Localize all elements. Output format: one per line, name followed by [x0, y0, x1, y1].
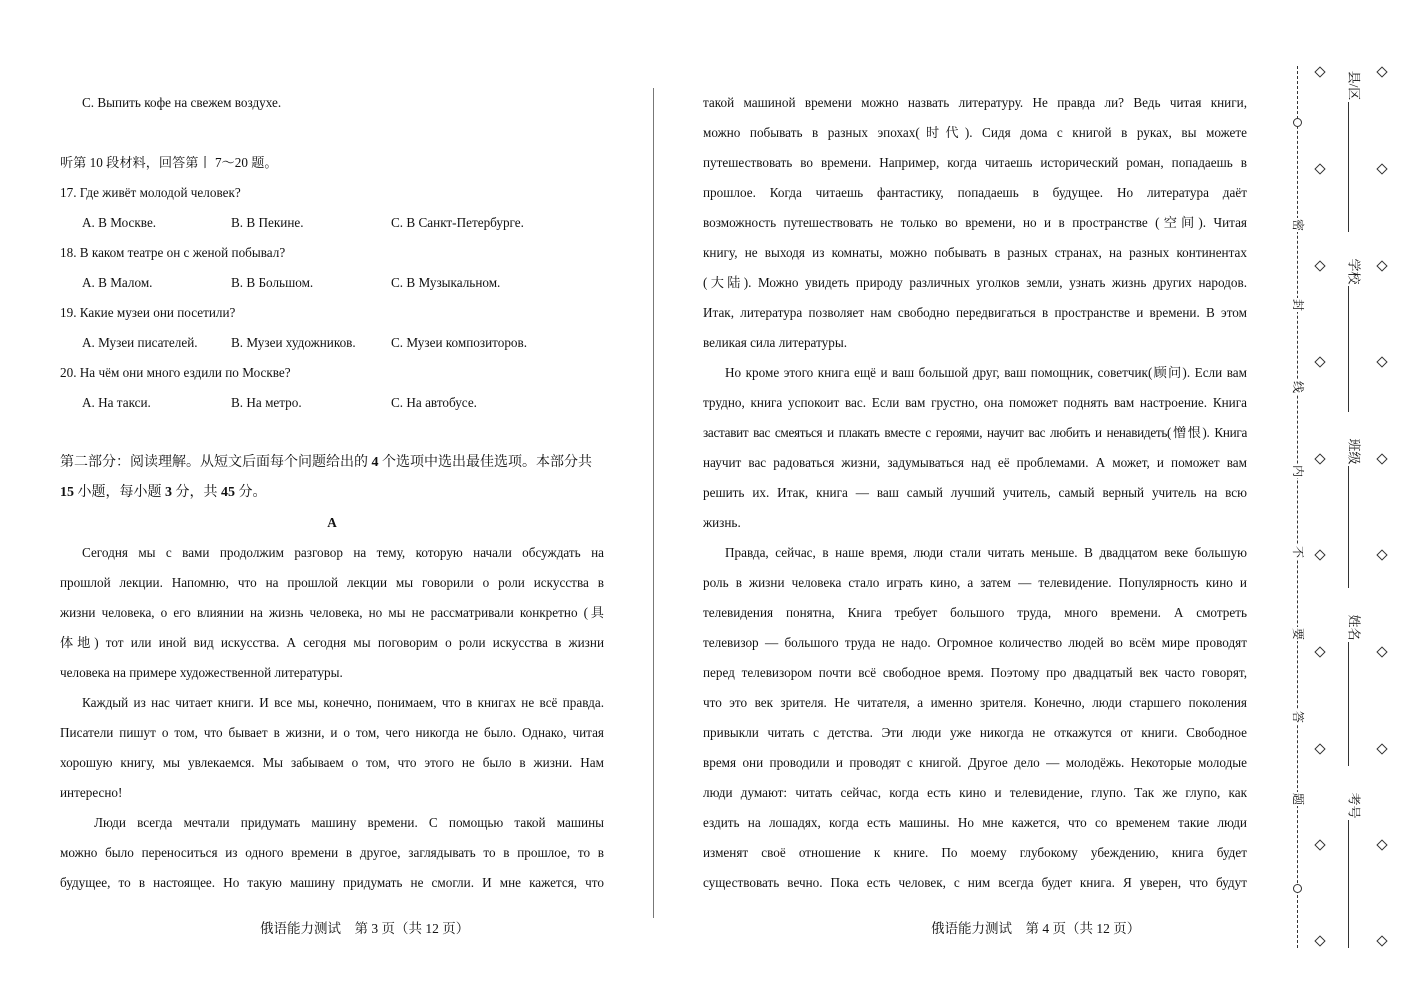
diamond-marker — [1314, 935, 1325, 946]
seal-char: 题 — [1291, 792, 1305, 805]
passage-line: телевидения понятна, Книга требует большого труда, много времени. А смотреть — [703, 605, 1247, 620]
passage-line: научит вас радоваться жизни, задумываться над её проблемами. А может, и поможет вам — [703, 455, 1247, 470]
seal-char: 答 — [1291, 710, 1305, 723]
seal-dashed-line — [1297, 66, 1298, 948]
diamond-marker — [1376, 935, 1387, 946]
passage-line: изменят своё отношение к книге. По моему глубокому убеждению, книга будет — [703, 845, 1247, 860]
seal-char: 不 — [1291, 545, 1305, 558]
passage-line: Но кроме этого книга ещё и ваш большой друг, ваш помощник, советчик(顾问). Если вам — [725, 365, 1247, 380]
question-20: 20. На чём они много ездили по Москве? — [60, 365, 291, 380]
option-c: C. На автобусе. — [391, 395, 477, 410]
passage-line: что это век зрителя. Не читателя, а именно зрителя. Конечно, люди старшего поколения — [703, 695, 1247, 710]
listening-instruction: 听第 10 段材料，回答第丨 7～20 题。 — [60, 155, 278, 170]
diamond-marker — [1376, 163, 1387, 174]
question-18: 18. В каком театре он с женой побывал? — [60, 245, 286, 260]
passage-line: жизни человека, о его влиянии на жизнь человека, но мы не рассматривали конкретно (具 — [60, 605, 604, 620]
question-17: 17. Где живёт молодой человек? — [60, 185, 241, 200]
passage-title: A — [327, 515, 337, 530]
field-line-name — [1348, 642, 1349, 766]
passage-line: интересно! — [60, 785, 123, 800]
diamond-marker — [1314, 163, 1325, 174]
field-line-exam-number — [1348, 820, 1349, 948]
option-b: B. Музеи художников. — [231, 335, 356, 350]
page-footer-left: 俄语能力测试 第 3 页（共 12 页） — [260, 921, 470, 936]
diamond-marker — [1314, 66, 1325, 77]
passage-line: книгу, не выходя из комнаты, можно побывать в разных странах, на разных континентах — [703, 245, 1247, 260]
passage-line: привыкли читать с детства. Эти люди уже никогда не откажутся от книги. Свободное — [703, 725, 1247, 740]
field-label-school: 学校 — [1346, 258, 1362, 285]
right-page — [703, 88, 1247, 898]
option-c: C. В Музыкальном. — [391, 275, 501, 290]
passage-line: перед телевизором почти всё свободное время. Поэтому про двадцатый век часто говорят, — [703, 665, 1247, 680]
passage-line: трудно, книга успокоит вас. Если вам грустно, она поможет поднять вам настроение. Книга — [703, 395, 1247, 410]
seal-char: 封 — [1291, 298, 1305, 311]
passage-line: время они проводили и проводят с книгой. Другое дело — молодёжь. Некоторые молодые — [703, 755, 1247, 770]
diamond-marker — [1376, 743, 1387, 754]
passage-line: 体地) тот или иной вид искусства. А сегодня мы поговорим о роли искусства в жизни — [60, 635, 604, 650]
passage-line: такой машиной времени можно назвать литературу. Не правда ли? Ведь читая книги, — [703, 95, 1247, 110]
passage-line: будущее, то в настоящее. Но такую машину придумать не смогли. И мне кажется, что — [60, 875, 604, 890]
diamond-marker — [1314, 549, 1325, 560]
passage-line: люди думают: читать сейчас, когда есть кино и телевидение, глупо. Так же глупо, как — [703, 785, 1247, 800]
passage-line: прошлой лекции. Напомню, что на прошлой лекции мы говорили о роли искусства в — [60, 575, 604, 590]
field-line-school — [1348, 286, 1349, 412]
diamond-marker — [1314, 646, 1325, 657]
passage-line: существовать вечно. Пока есть человек, с ним всегда будет книга. Я уверен, что будут — [703, 875, 1247, 890]
option-a: A. В Москве. — [82, 215, 157, 230]
diamond-marker — [1376, 356, 1387, 367]
field-line-class — [1348, 466, 1349, 588]
option-b: B. В Большом. — [231, 275, 314, 290]
option-a: A. На такси. — [82, 395, 151, 410]
seal-char: 密 — [1291, 218, 1305, 231]
passage-line: человека на примере художественной литературы. — [60, 665, 343, 680]
passage-line: великая сила литературы. — [703, 335, 847, 350]
option-a: A. В Малом. — [82, 275, 153, 290]
diamond-marker — [1376, 260, 1387, 271]
seal-circle-marker — [1293, 118, 1302, 127]
option-a: A. Музеи писателей. — [82, 335, 198, 350]
diamond-marker — [1376, 453, 1387, 464]
seal-circle-marker — [1293, 884, 1302, 893]
field-label-class: 班级 — [1346, 438, 1362, 465]
diamond-marker — [1314, 743, 1325, 754]
option-line-c: C. Выпить кофе на свежем воздухе. — [82, 95, 282, 110]
field-label-name: 姓名 — [1346, 614, 1362, 641]
question-19: 19. Какие музеи они посетили? — [60, 305, 236, 320]
passage-line: путешествовать во времени. Например, когда читаешь исторический роман, попадаешь в — [703, 155, 1247, 170]
diamond-marker — [1376, 549, 1387, 560]
diamond-marker — [1314, 356, 1325, 367]
field-line-district — [1348, 102, 1349, 232]
diamond-marker — [1314, 260, 1325, 271]
passage-line: телевизор — большого труда не надо. Огромное количество людей во всём мире проводят — [703, 635, 1247, 650]
option-c: C. В Санкт-Петербурге. — [391, 215, 524, 230]
passage-line: хорошую книгу, мы увлекаемся. Мы забываем о том, что этого не было в жизни. Нам — [60, 755, 604, 770]
option-c: C. Музеи композиторов. — [391, 335, 528, 350]
passage-line: (大陆). Можно увидеть природу различных уголков земли, узнать жизнь других народов. — [703, 275, 1247, 290]
diamond-marker — [1314, 839, 1325, 850]
passage-line: заставит вас смеяться и плакать вместе с героями, научит вас любить и ненавидеть(憎恨). Книга — [703, 425, 1247, 440]
question-20-options — [60, 388, 604, 418]
passage-line: решить их. Итак, книга — ваш самый лучший учитель, самый верный учитель на всю — [703, 485, 1247, 500]
passage-line: Писатели пишут о том, что бывает в жизни, и о том, чего никогда не было. Однако, читая — [60, 725, 604, 740]
question-19-options — [60, 328, 604, 358]
diamond-marker — [1314, 453, 1325, 464]
section-2-scoring: 15 小题，每小题 3 分，共 45 分。 — [60, 485, 267, 500]
question-17-options — [60, 208, 604, 238]
seal-char: 线 — [1291, 380, 1305, 393]
diamond-marker — [1376, 66, 1387, 77]
passage-line: роль в жизни человека стало играть кино, а затем — телевидение. Популярность кино и — [703, 575, 1247, 590]
question-18-options — [60, 268, 604, 298]
passage-line: Каждый из нас читает книги. И все мы, конечно, понимаем, что в книгах не всё правда. — [82, 695, 604, 710]
passage-line: жизнь. — [703, 515, 741, 530]
passage-line: можно было переноситься из одного времени в другое, заглядывать то в прошлое, то в — [60, 845, 604, 860]
diamond-marker — [1376, 839, 1387, 850]
option-b: B. На метро. — [231, 395, 302, 410]
passage-line: Сегодня мы с вами продолжим разговор на тему, которую начали обсуждать на — [82, 545, 604, 560]
passage-line: Итак, литература позволяет нам свободно передвигаться в пространстве и времени. В этом — [703, 305, 1247, 320]
seal-char: 内 — [1291, 464, 1305, 477]
diamond-marker — [1376, 646, 1387, 657]
passage-line: можно побывать в разных эпохах(时代). Сидя дома с книгой в руках, вы можете — [703, 125, 1247, 140]
passage-line: Люди всегда мечтали придумать машину времени. С помощью такой машины — [94, 815, 604, 830]
field-label-district: 县/区 — [1346, 70, 1362, 101]
passage-line: возможность путешествовать не только во времени, но и в пространстве (空间). Читая — [703, 215, 1247, 230]
passage-line: ездить на лошадях, когда есть машины. Но мне кажется, что со временем такие люди — [703, 815, 1247, 830]
option-b: B. В Пекине. — [231, 215, 304, 230]
left-page — [60, 88, 604, 898]
page-divider — [653, 88, 654, 918]
field-label-exam-number: 考号 — [1346, 792, 1362, 819]
passage-line: Правда, сейчас, в наше время, люди стали читать меньше. В двадцатом веке большую — [725, 545, 1247, 560]
page-footer-right: 俄语能力测试 第 4 页（共 12 页） — [931, 921, 1141, 936]
passage-line: прошлое. Когда читаешь фантастику, попадаешь в будущее. Но литература даёт — [703, 185, 1247, 200]
section-2-heading: 第二部分：阅读理解。从短文后面每个问题给出的 4 个选项中选出最佳选项。本部分共 — [60, 455, 592, 470]
seal-char: 要 — [1291, 627, 1305, 640]
